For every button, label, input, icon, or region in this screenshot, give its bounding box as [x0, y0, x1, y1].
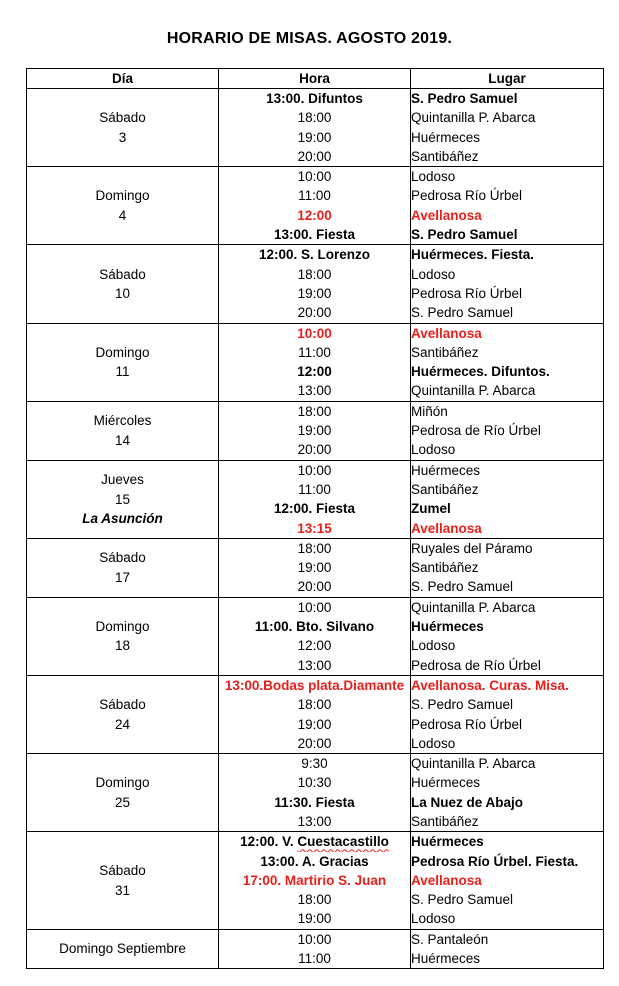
- mass-time: 20:00: [297, 579, 332, 595]
- mass-place: Pedrosa de Río Úrbel: [411, 657, 541, 673]
- mass-time: 10:00: [297, 599, 332, 615]
- mass-place: Huérmeces: [411, 775, 481, 791]
- day-cell: [27, 323, 219, 401]
- mass-time: 13:00: [297, 813, 332, 829]
- mass-time: 12:00: [297, 364, 332, 380]
- mass-place: Avellanosa. Curas. Misa.: [411, 677, 569, 693]
- day-group-row: [27, 929, 604, 969]
- day-name: Sábado: [99, 697, 146, 713]
- mass-time: 13:00: [297, 383, 332, 399]
- mass-place: Lodoso: [411, 442, 456, 458]
- day-cell: [27, 754, 219, 832]
- hora-cell: [219, 929, 411, 969]
- header-hora: Hora: [219, 69, 411, 89]
- mass-time: 18:00: [297, 266, 332, 282]
- hora-cell: [219, 597, 411, 675]
- day-name: Sábado: [99, 550, 146, 566]
- hora-cell: [219, 460, 411, 538]
- mass-time: 11:00: [298, 951, 331, 967]
- mass-place: S. Pedro Samuel: [411, 227, 518, 243]
- day-date: 11: [115, 364, 130, 380]
- day-group-row: [27, 675, 604, 753]
- mass-time: 12:00. S. Lorenzo: [258, 247, 371, 263]
- mass-place: Quintanilla P. Abarca: [411, 110, 536, 126]
- mass-place: Santibáñez: [411, 344, 479, 360]
- mass-place: Huérmeces: [411, 619, 484, 635]
- mass-place: Lodoso: [411, 735, 456, 751]
- lugar-cell: [411, 167, 604, 245]
- mass-place: Pedrosa Río Úrbel: [411, 716, 523, 732]
- mass-place: Avellanosa: [411, 325, 482, 341]
- mass-time: 19:00: [297, 560, 332, 576]
- day-date: 17: [114, 569, 131, 585]
- day-date: 4: [118, 207, 127, 223]
- mass-place: Santibáñez: [411, 481, 479, 497]
- mass-time: 19:00: [297, 716, 332, 732]
- mass-place: Pedrosa Río Úrbel. Fiesta.: [411, 853, 579, 869]
- mass-time: 11:00. Bto. Silvano: [254, 619, 375, 635]
- day-cell: [27, 245, 219, 323]
- hora-cell: [219, 538, 411, 597]
- day-name: Domingo: [95, 775, 150, 791]
- mass-time: 17:00. Martirio S. Juan: [242, 872, 387, 888]
- mass-place: Santibáñez: [411, 148, 479, 164]
- day-group-row: [27, 323, 604, 401]
- hora-cell: [219, 401, 411, 460]
- lugar-cell: [411, 754, 604, 832]
- hora-cell: [219, 832, 411, 929]
- mass-schedule-table: [26, 68, 604, 969]
- mass-place: Avellanosa: [411, 207, 482, 223]
- mass-time: 13:00: [297, 657, 332, 673]
- mass-place: Pedrosa Río Úrbel: [411, 285, 523, 301]
- mass-place: S. Pedro Samuel: [411, 579, 514, 595]
- mass-place: Lodoso: [411, 169, 456, 185]
- day-cell: [27, 538, 219, 597]
- mass-place: Huérmeces: [411, 951, 481, 967]
- mass-place: Pedrosa Río Úrbel: [411, 188, 523, 204]
- mass-place: Pedrosa de Río Úrbel: [411, 423, 541, 439]
- day-date: 18: [114, 638, 131, 654]
- mass-place: Ruyales del Páramo: [411, 540, 533, 556]
- hora-cell: [219, 245, 411, 323]
- mass-time: 18:00: [297, 697, 332, 713]
- mass-time: 10:00: [297, 169, 332, 185]
- mass-place: Huérmeces. Fiesta.: [411, 247, 535, 263]
- day-name: Miércoles: [93, 413, 152, 429]
- mass-time: 19:00: [297, 285, 332, 301]
- day-date: 14: [114, 432, 131, 448]
- mass-place: Lodoso: [411, 638, 456, 654]
- lugar-cell: [411, 832, 604, 929]
- mass-time: 13:15: [297, 520, 332, 536]
- mass-place: Huérmeces: [411, 834, 484, 850]
- mass-time: 10:30: [297, 775, 332, 791]
- mass-place: Huérmeces: [411, 129, 481, 145]
- day-cell: [27, 929, 219, 969]
- mass-time: 11:30. Fiesta: [274, 794, 355, 810]
- mass-place: Lodoso: [411, 266, 456, 282]
- mass-time: 19:00: [297, 911, 332, 927]
- mass-place: Lodoso: [411, 911, 456, 927]
- day-name: Domingo: [95, 188, 150, 204]
- day-group-row: [27, 167, 604, 245]
- day-name: Sábado: [99, 110, 146, 126]
- feast-note: La Asunción: [82, 510, 163, 526]
- day-cell: [27, 460, 219, 538]
- mass-place: S. Pedro Samuel: [411, 91, 518, 106]
- mass-time: 12:00. Fiesta: [273, 501, 356, 517]
- mass-place: S. Pedro Samuel: [411, 697, 514, 713]
- mass-time: 13:00.Bodas plata.Diamante: [224, 677, 405, 693]
- day-group-row: [27, 754, 604, 832]
- mass-place: Huérmeces. Difuntos.: [411, 364, 550, 380]
- mass-time: 18:00: [297, 403, 332, 419]
- day-date: 24: [114, 716, 131, 732]
- hora-cell: [219, 89, 411, 167]
- day-date: 15: [114, 491, 131, 507]
- mass-place: Quintanilla P. Abarca: [411, 599, 536, 615]
- day-group-row: [27, 597, 604, 675]
- mass-time: 12:00: [297, 207, 332, 223]
- mass-time: 11:00: [298, 481, 331, 497]
- header-lugar: Lugar: [411, 69, 604, 89]
- mass-time: 18:00: [297, 110, 332, 126]
- header-dia: Día: [27, 69, 219, 89]
- mass-time: 20:00: [297, 148, 332, 164]
- lugar-cell: [411, 89, 604, 167]
- day-name: Domingo: [95, 344, 150, 360]
- header-row: [27, 69, 604, 89]
- mass-time: 20:00: [297, 735, 332, 751]
- lugar-cell: [411, 675, 604, 753]
- day-group-row: [27, 538, 604, 597]
- day-cell: [27, 167, 219, 245]
- mass-time: 12:00. V. Cuestacastillo: [240, 834, 389, 850]
- mass-time: 11:00: [298, 188, 331, 204]
- mass-place: Santibáñez: [411, 560, 479, 576]
- mass-time: 13:00. Fiesta: [273, 227, 356, 243]
- day-name: Sábado: [99, 863, 146, 879]
- day-cell: [27, 89, 219, 167]
- day-name: Domingo: [95, 619, 150, 635]
- mass-time: 10:00: [297, 462, 332, 478]
- mass-time: 13:00. A. Gracias: [260, 853, 369, 869]
- mass-place: Avellanosa: [411, 872, 482, 888]
- day-name: Domingo Septiembre: [59, 941, 186, 957]
- lugar-cell: [411, 323, 604, 401]
- mass-place: S. Pantaleón: [411, 931, 489, 947]
- hora-cell: [219, 754, 411, 832]
- mass-place: Zumel: [411, 501, 451, 517]
- lugar-cell: [411, 538, 604, 597]
- day-date: 10: [114, 285, 131, 301]
- mass-time: 9:30: [301, 756, 328, 772]
- mass-time: 13:00. Difuntos: [266, 91, 363, 106]
- lugar-cell: [411, 460, 604, 538]
- day-cell: [27, 597, 219, 675]
- day-date: 3: [118, 129, 127, 145]
- hora-cell: [219, 323, 411, 401]
- day-date: 25: [114, 794, 131, 810]
- mass-time: 19:00: [297, 129, 332, 145]
- mass-place: Avellanosa: [411, 520, 482, 536]
- mass-time: 10:00: [297, 325, 332, 341]
- day-name: Jueves: [101, 472, 144, 488]
- mass-place: La Nuez de Abajo: [411, 794, 524, 810]
- mass-place: S. Pedro Samuel: [411, 305, 514, 321]
- day-group-row: [27, 460, 604, 538]
- day-cell: [27, 832, 219, 929]
- mass-time: 20:00: [297, 305, 332, 321]
- lugar-cell: [411, 597, 604, 675]
- day-group-row: [27, 245, 604, 323]
- mass-time: 12:00: [297, 638, 332, 654]
- day-cell: [27, 401, 219, 460]
- mass-place: Santibáñez: [411, 813, 479, 829]
- hora-cell: [219, 167, 411, 245]
- lugar-cell: [411, 929, 604, 969]
- day-group-row: [27, 832, 604, 929]
- hora-cell: [219, 675, 411, 753]
- mass-place: Miñón: [411, 403, 448, 419]
- day-date: 31: [114, 882, 131, 898]
- mass-place: Quintanilla P. Abarca: [411, 756, 536, 772]
- lugar-cell: [411, 401, 604, 460]
- mass-time: 10:00: [297, 931, 332, 947]
- day-group-row: [27, 401, 604, 460]
- mass-place: S. Pedro Samuel: [411, 892, 514, 908]
- day-group-row: [27, 89, 604, 167]
- mass-place: Huérmeces: [411, 462, 481, 478]
- mass-time: 18:00: [297, 540, 332, 556]
- mass-place: Quintanilla P. Abarca: [411, 383, 536, 399]
- document-title: HORARIO DE MISAS. AGOSTO 2019.: [166, 30, 453, 47]
- mass-time: 19:00: [297, 423, 332, 439]
- mass-time: 20:00: [297, 442, 332, 458]
- mass-time: 18:00: [297, 892, 332, 908]
- mass-time: 11:00: [298, 344, 331, 360]
- lugar-cell: [411, 245, 604, 323]
- day-cell: [27, 675, 219, 753]
- day-name: Sábado: [99, 266, 146, 282]
